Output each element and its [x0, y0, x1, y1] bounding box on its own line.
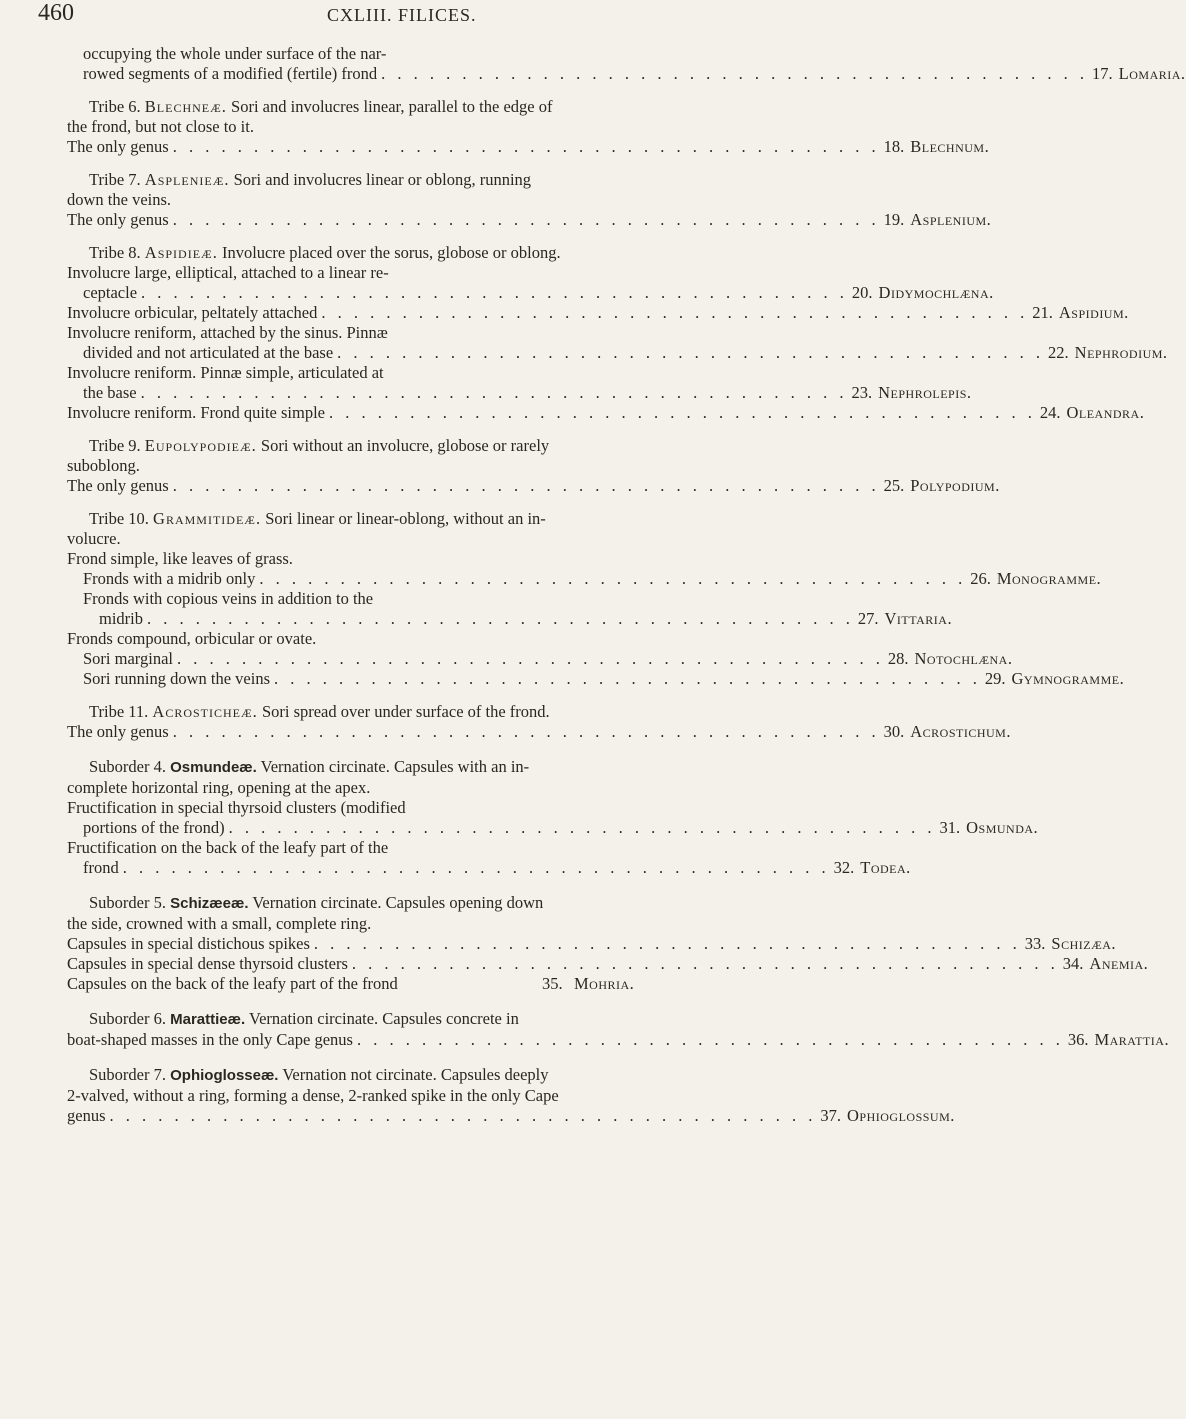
- suborder-heading: Suborder 6. Marattieæ. Vernation circinate. Capsules concrete in boat-shaped masses in the only Cape genus . . . . . . . . . . . . . . . . . . . . . . . . . . . . . . . . . . . . . . . . . . . . 36. Marattia.: [67, 1009, 1170, 1049]
- entry-text: Involucre reniform. Pinnæ simple, articulated at: [67, 363, 384, 382]
- genus-number: 36.: [1067, 1030, 1089, 1049]
- tribe-description: Sori without an involucre, globose or rarely: [260, 436, 550, 455]
- entry-text: the base: [83, 383, 137, 402]
- genus-number: 20.: [851, 283, 873, 302]
- running-head: CXLIII. FILICES.: [327, 5, 477, 25]
- genus-name: Gymnogramme.: [1011, 669, 1125, 688]
- key-entry: [67, 974, 757, 994]
- genus-name: Acrostichum.: [910, 722, 1011, 741]
- suborder-description: complete horizontal ring, opening at the apex.: [67, 778, 371, 797]
- suborder-label: Suborder 6.: [89, 1009, 166, 1028]
- genus-number: 33.: [1024, 934, 1046, 953]
- tribe-label: Tribe 7.: [89, 170, 141, 189]
- suborder-description: 2-valved, without a ring, forming a dense, 2-ranked spike in the only Cape: [67, 1086, 559, 1105]
- genus-name: Asplenium.: [910, 210, 992, 229]
- genus-number: 30.: [883, 722, 905, 741]
- tribe-label: Tribe 6.: [89, 97, 141, 116]
- suborder-description: genus: [67, 1106, 106, 1125]
- suborder-heading: [67, 893, 757, 934]
- suborder-label: Suborder 5.: [89, 893, 166, 912]
- entry-text: Sori running down the veins: [83, 669, 270, 688]
- entry-text: Fronds with copious veins in addition to the: [83, 589, 374, 608]
- key-entry: Fronds with copious veins in addition to the midrib . . . . . . . . . . . . . . . . . . . . . . . . . . . . . . . . . . . . . . . . . . . . 27. Vittaria.: [83, 589, 953, 628]
- entry-text: The only genus: [67, 137, 169, 156]
- genus-number: 37.: [820, 1106, 841, 1125]
- genus-name: Monogramme.: [996, 569, 1102, 588]
- genus-number: 31.: [939, 818, 961, 837]
- tribe-name: Asplenieæ.: [144, 170, 230, 189]
- key-entry: Capsules in special dense thyrsoid clusters . . . . . . . . . . . . . . . . . . . . . . . . . . . . . . . . . . . . . . . . . . . . 34. Anemia.: [67, 954, 1149, 973]
- entry-text: The only genus: [67, 476, 169, 495]
- key-entry: Involucre reniform. Frond quite simple . . . . . . . . . . . . . . . . . . . . . . . . . . . . . . . . . . . . . . . . . . . . 24. Oleandra.: [67, 403, 1145, 422]
- entry-text: ceptacle: [83, 283, 138, 302]
- genus-number: 23.: [851, 383, 873, 402]
- entry-text: Fronds with a midrib only: [83, 569, 256, 588]
- key-entry: occupying the whole under surface of the nar- rowed segments of a modified (fertile) frond . . . . . . . . . . . . . . . . . . . . . . . . . . . . . . . . . . . . . . . . . . . . 17. Lomaria.: [83, 44, 1186, 83]
- key-entry: Fronds with a midrib only . . . . . . . . . . . . . . . . . . . . . . . . . . . . . . . . . . . . . . . . . . . . 26. Monogramme.: [83, 569, 1102, 588]
- genus-name: Polypodium.: [910, 476, 1000, 495]
- tribe-description: suboblong.: [67, 456, 140, 475]
- genus-name: Notochlæna.: [914, 649, 1013, 668]
- tribe-name: Eupolypodieæ.: [144, 436, 257, 455]
- genus-name: Blechnum.: [910, 137, 990, 156]
- suborder-name: Osmundeæ.: [170, 759, 257, 776]
- key-entry: Involucre large, elliptical, attached to a linear re- ceptacle . . . . . . . . . . . . . . . . . . . . . . . . . . . . . . . . . . . . . . . . . . . . 20. Didymochlæna.: [67, 263, 994, 302]
- tribe-description: volucre.: [67, 529, 121, 548]
- key-subheading: Frond simple, like leaves of grass.: [67, 549, 293, 568]
- tribe-description: the frond, but not close to it.: [67, 117, 254, 136]
- genus-name: Mohria.: [574, 974, 635, 993]
- genus-name: Oleandra.: [1066, 403, 1145, 422]
- genus-name: Ophioglossum.: [847, 1106, 955, 1125]
- suborder-label: Suborder 7.: [89, 1065, 166, 1084]
- genus-number: 18.: [883, 137, 905, 156]
- tribe-description: Sori and involucres linear or oblong, running: [233, 170, 532, 189]
- tribe-description: Sori linear or linear-oblong, without an in-: [265, 509, 546, 528]
- key-entry: Capsules in special distichous spikes . . . . . . . . . . . . . . . . . . . . . . . . . . . . . . . . . . . . . . . . . . . . 33. Schizæa.: [67, 934, 1117, 953]
- key-entry: The only genus . . . . . . . . . . . . . . . . . . . . . . . . . . . . . . . . . . . . . . . . . . . . 19. Asplenium.: [67, 210, 992, 229]
- tribe-name: Grammitideæ.: [153, 509, 262, 528]
- tribe-description: Involucre placed over the sorus, globose or oblong.: [221, 243, 561, 262]
- tribe-name: Acrosticheæ.: [152, 702, 258, 721]
- tribe-name: Blechneæ.: [144, 97, 227, 116]
- genus-name: Marattia.: [1094, 1030, 1170, 1049]
- suborder-description: the side, crowned with a small, complete ring.: [67, 914, 372, 933]
- genus-name: Aspidium.: [1058, 303, 1129, 322]
- entry-text: portions of the frond): [83, 818, 225, 837]
- key-entry: The only genus . . . . . . . . . . . . . . . . . . . . . . . . . . . . . . . . . . . . . . . . . . . . 25. Polypodium.: [67, 476, 1000, 495]
- suborder-description: Vernation circinate. Capsules with an in-: [260, 757, 530, 776]
- entry-text: Capsules in special distichous spikes: [67, 934, 310, 953]
- entry-text: Involucre orbicular, peltately attached: [67, 303, 318, 322]
- entry-text: rowed segments of a modified (fertile) frond: [83, 64, 378, 83]
- key-entry: The only genus . . . . . . . . . . . . . . . . . . . . . . . . . . . . . . . . . . . . . . . . . . . . 18. Blechnum.: [67, 137, 990, 156]
- tribe-description: down the veins.: [67, 190, 172, 209]
- entry-text: Capsules on the back of the leafy part of the frond: [67, 974, 398, 993]
- key-entry: Involucre orbicular, peltately attached . . . . . . . . . . . . . . . . . . . . . . . . . . . . . . . . . . . . . . . . . . . . 21. Aspidium.: [67, 303, 1129, 322]
- genus-name: Lomaria.: [1118, 64, 1186, 83]
- suborder-name: Marattieæ.: [170, 1011, 246, 1028]
- entry-text: The only genus: [67, 210, 169, 229]
- genus-number: 35.: [542, 974, 563, 993]
- key-entry: Fructification on the back of the leafy part of the frond . . . . . . . . . . . . . . . . . . . . . . . . . . . . . . . . . . . . . . . . . . . . 32. Todea.: [67, 838, 911, 877]
- page-body: [67, 44, 1186, 1126]
- suborder-heading: Suborder 7. Ophioglosseæ. Vernation not circinate. Capsules deeply 2-valved, without a ring, forming a dense, 2-ranked spike in the only Cape genus . . . . . . . . . . . . . . . . . . . . . . . . . . . . . . . . . . . . . . . . . . . . 37. Ophioglossum.: [67, 1065, 955, 1125]
- tribe-heading: [67, 243, 757, 263]
- genus-name: Nephrodium.: [1074, 343, 1168, 362]
- tribe-heading: [67, 436, 757, 476]
- key-entry: Involucre reniform, attached by the sinus. Pinnæ divided and not articulated at the base . . . . . . . . . . . . . . . . . . . . . . . . . . . . . . . . . . . . . . . . . . . . 22. Nephrodium.: [67, 323, 1168, 362]
- suborder-name: Schizæeæ.: [170, 895, 249, 912]
- suborder-description: boat-shaped masses in the only Cape genus: [67, 1030, 353, 1049]
- entry-text: midrib: [99, 609, 143, 628]
- genus-name: Nephrolepis.: [878, 383, 972, 402]
- suborder-name: Ophioglosseæ.: [170, 1067, 279, 1084]
- suborder-description: Vernation circinate. Capsules concrete in: [248, 1009, 519, 1028]
- entry-text: Involucre large, elliptical, attached to a linear re-: [67, 263, 389, 282]
- tribe-heading: [67, 702, 757, 722]
- genus-number: 19.: [883, 210, 905, 229]
- suborder-description: Vernation circinate. Capsules opening down: [252, 893, 544, 912]
- tribe-label: Tribe 9.: [89, 436, 141, 455]
- genus-number: 25.: [883, 476, 905, 495]
- genus-name: Todea.: [860, 858, 911, 877]
- genus-number: 32.: [833, 858, 855, 877]
- genus-number: 29.: [984, 669, 1006, 688]
- entry-text: Fructification on the back of the leafy part of the: [67, 838, 389, 857]
- entry-text: Involucre reniform, attached by the sinus. Pinnæ: [67, 323, 388, 342]
- entry-text: occupying the whole under surface of the nar-: [83, 44, 387, 63]
- genus-name: Anemia.: [1089, 954, 1149, 973]
- tribe-heading: [67, 170, 757, 210]
- tribe-heading: [67, 509, 757, 549]
- genus-name: Didymochlæna.: [878, 283, 994, 302]
- genus-number: 17.: [1092, 64, 1113, 83]
- entry-text: Involucre reniform. Frond quite simple: [67, 403, 325, 422]
- entry-text: Capsules in special dense thyrsoid clusters: [67, 954, 348, 973]
- key-entry: Involucre reniform. Pinnæ simple, articulated at the base . . . . . . . . . . . . . . . . . . . . . . . . . . . . . . . . . . . . . . . . . . . . 23. Nephrolepis.: [67, 363, 972, 402]
- key-entry: Fructification in special thyrsoid clusters (modified portions of the frond) . . . . . . . . . . . . . . . . . . . . . . . . . . . . . . . . . . . . . . . . . . . . 31. Osmunda.: [67, 798, 1039, 837]
- entry-text: Fructification in special thyrsoid clusters (modified: [67, 798, 406, 817]
- entry-text: frond: [83, 858, 119, 877]
- tribe-heading: [67, 97, 757, 137]
- entry-text: The only genus: [67, 722, 169, 741]
- genus-number: 21.: [1032, 303, 1053, 322]
- entry-text: divided and not articulated at the base: [83, 343, 334, 362]
- tribe-label: Tribe 8.: [89, 243, 141, 262]
- genus-number: 27.: [857, 609, 879, 628]
- genus-number: 28.: [887, 649, 909, 668]
- key-entry: Sori running down the veins . . . . . . . . . . . . . . . . . . . . . . . . . . . . . . . . . . . . . . . . . . . . 29. Gymnogramme.: [83, 669, 1125, 688]
- genus-number: 26.: [970, 569, 991, 588]
- tribe-label: Tribe 11.: [89, 702, 149, 721]
- suborder-label: Suborder 4.: [89, 757, 166, 776]
- tribe-description: Sori and involucres linear, parallel to the edge of: [231, 97, 553, 116]
- tribe-name: Aspidieæ.: [144, 243, 218, 262]
- key-subheading: Fronds compound, orbicular or ovate.: [67, 629, 317, 648]
- suborder-description: Vernation not circinate. Capsules deeply: [282, 1065, 549, 1084]
- entry-text: Sori marginal: [83, 649, 173, 668]
- suborder-heading: [67, 757, 757, 798]
- genus-number: 34.: [1062, 954, 1084, 973]
- key-entry: The only genus . . . . . . . . . . . . . . . . . . . . . . . . . . . . . . . . . . . . . . . . . . . . 30. Acrostichum.: [67, 722, 1011, 741]
- genus-name: Osmunda.: [966, 818, 1039, 837]
- genus-number: 22.: [1048, 343, 1069, 362]
- genus-name: Vittaria.: [884, 609, 953, 628]
- key-entry: Sori marginal . . . . . . . . . . . . . . . . . . . . . . . . . . . . . . . . . . . . . . . . . . . . 28. Notochlæna.: [83, 649, 1013, 668]
- page-number: 460: [38, 0, 74, 26]
- tribe-label: Tribe 10.: [89, 509, 149, 528]
- tribe-description: Sori spread over under surface of the frond.: [261, 702, 550, 721]
- genus-name: Schizæa.: [1051, 934, 1117, 953]
- genus-number: 24.: [1039, 403, 1061, 422]
